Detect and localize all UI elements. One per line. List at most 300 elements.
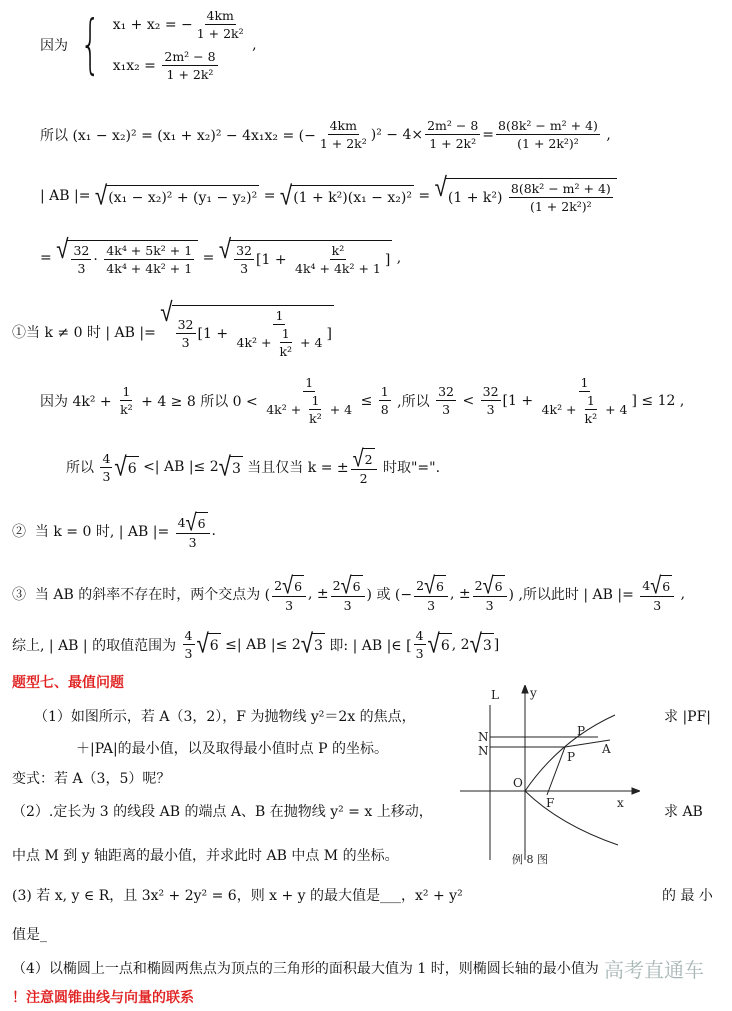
label-x: x [617,796,624,810]
math-text: 1 + 2k² [429,136,477,151]
fraction [509,181,613,214]
math-text: k² [279,344,293,359]
fraction [104,243,194,276]
fraction [583,393,600,426]
fraction-numerator [425,118,480,135]
radical-sign: √ [434,172,447,204]
square-root [424,570,446,600]
math-text: 1 [122,384,131,399]
square-root [196,628,221,660]
math-text: 3 [427,598,436,613]
fraction-denominator [75,260,87,276]
math-text: , [392,250,402,266]
math-text: 综上, | AB | 的取值范围为 [12,637,181,654]
problem-1-text: （1）如图所示，若 A（3，2），F 为抛物线 y²＝2x 的焦点， [34,709,416,725]
x-axis-arrow [632,788,640,794]
math-text: 1 [311,393,320,408]
radical-sign: √ [218,451,231,483]
math-text: ] [384,251,391,268]
square-root [300,628,325,660]
label-F: F [546,796,555,810]
fraction-denominator [180,334,192,350]
problem-2-text-cont: 中点 M 到 y 轴距离的最小值，并求此时 AB 中点 M 的坐标。 [12,848,399,864]
math-text: 3 [188,535,197,550]
fraction-numerator [328,118,359,135]
math-text: 2 [359,471,368,486]
square-root [650,570,672,600]
math-text: (1 + k²) [447,189,507,206]
radicand [363,448,375,468]
square-root [218,451,243,483]
radicand [493,575,505,595]
radicand [660,575,672,595]
problem-2-text: （2）.定长为 3 的线段 AB 的端点 A、B 在抛物线 y² = x 上移动， [12,804,433,820]
square-root [185,507,208,537]
fraction-denominator [485,401,497,417]
math-text: 6 [197,516,206,531]
radical-sign: √ [218,234,232,266]
fraction [481,384,501,417]
math-text: 1 [275,308,284,323]
radical-sign: √ [482,570,494,600]
math-text: 8 [380,402,389,417]
radicand [446,178,617,214]
fraction-numerator [176,317,196,334]
fraction-numerator [273,308,285,325]
fraction-numerator [71,243,91,260]
math-text: 3 [285,598,294,613]
math-text: 即: | AB |∈ [ [324,637,412,654]
fraction-numerator [309,393,321,410]
fraction [235,308,325,359]
problem-4-text: （4）以椭圆上一点和椭圆两焦点为顶点的三角形的面积最大值为 1 时，则椭圆长轴的最小值为 [12,961,599,977]
math-text: + 4 [601,402,628,417]
fraction-numerator [176,507,210,537]
radicand [312,633,325,655]
fraction-numerator [640,570,674,600]
fraction-denominator [318,135,369,151]
math-text: + 4 ≥ 8 所以 0 < [136,393,263,410]
fraction [195,8,246,41]
radicand [351,575,363,595]
math-text: = [259,188,280,204]
fraction-denominator [379,401,391,417]
fraction-denominator [427,135,478,151]
math-text: 2 [474,577,483,593]
figure-caption: 例 8 图 [512,853,548,866]
fraction-denominator [277,343,294,359]
square-root [340,570,363,600]
math-text: ] ≤ 12 , [631,392,685,409]
radical-sign: √ [352,443,364,473]
fraction [307,393,324,426]
math-text: 32 [438,384,454,399]
label-P1: P [577,724,586,738]
fraction [318,118,369,151]
math-text: 所以 [66,460,99,476]
fraction-numerator [104,243,194,260]
label-N1: N [478,730,489,744]
fraction [351,443,377,486]
fraction-denominator [118,401,135,417]
fraction-numerator [351,443,377,473]
fraction [540,375,630,426]
fraction-denominator [515,135,581,151]
fraction-numerator [162,49,217,66]
math-text: 1 [380,384,389,399]
label-y: y [530,686,537,700]
radical-sign: √ [185,507,197,537]
fraction [414,628,426,661]
radicand [126,456,139,478]
math-text: 6 [494,579,503,594]
radical-sign: √ [650,570,662,600]
math-text: 3 [485,598,494,613]
parabola-curve [525,715,618,845]
line-summary [12,628,499,661]
math-text: [1 + [256,251,292,268]
math-text: 6 [209,638,219,654]
math-text: [1 + [502,392,538,409]
square-root [160,297,334,359]
math-text: 4k⁴ + 5k² + 1 [106,243,193,258]
section-title: 题型七、最值问题 [12,675,124,691]
math-text: 6 [662,579,671,594]
math-text: 6 [294,579,303,594]
math-text: 3 [486,402,495,417]
square-root [482,570,505,600]
fraction [118,384,135,417]
fraction-denominator [583,410,600,426]
math-text: 4 [177,514,186,530]
math-text: 3 [415,646,424,661]
math-text: + 4 [325,402,353,417]
radical-sign: √ [94,180,108,212]
label-L: L [491,688,499,702]
fraction-numerator [481,384,501,401]
math-text: k² [120,402,133,417]
fraction-numerator [272,570,306,600]
fraction-denominator [264,392,354,426]
fraction-denominator [100,468,112,484]
fraction-numerator [414,570,448,600]
label-O: O [513,776,523,790]
math-text: 因为 [40,38,68,54]
math-text: 4 [102,450,111,466]
fraction [331,570,365,613]
math-text: ≤| AB |≤ 2 [220,636,301,653]
math-text: , ± [308,586,329,602]
radical-sign: √ [282,570,294,600]
line-because-system [40,8,257,82]
label-A: A [602,742,611,756]
math-text: 32 [482,384,499,399]
fraction [293,243,383,276]
math-text: , [676,586,686,602]
radical-sign: √ [114,451,127,483]
math-text: 4k² + [541,402,581,417]
math-text: 6 [127,460,137,477]
math-text: , ± [450,586,471,602]
math-text: 1 [305,375,314,390]
problem-1-variant: 变式：若 A（3，5）呢？ [12,771,171,787]
fraction [425,118,480,151]
math-text: 4km [206,8,234,23]
math-text: 因为 4k² + [40,393,117,410]
math-text: 3 [181,335,190,350]
math-text: 4km [329,118,357,133]
math-text: 4k⁴ + 4k² + 1 [295,261,381,276]
fraction [414,570,448,613]
math-text: ③ 当 AB 的斜率不存在时，两个交点为 ( [12,587,271,603]
watermark: 高考直通车 [604,958,704,982]
problem-2-right: 求 AB [664,804,703,820]
math-text: 4k² + [266,402,306,417]
line-because-bound [40,375,684,426]
math-text: 2 [416,577,425,593]
square-root [352,443,375,473]
math-text: 4k² + [236,335,276,350]
square-root [434,172,617,214]
math-text: 6 [352,579,361,594]
math-text: 6 [440,638,450,654]
math-text: 1 + 2k² [196,26,244,41]
radicand [196,512,208,532]
math-text: 3 [482,638,492,654]
problem-1-text-cont: ＋|PA|的最小值，以及取得最小值时点 P 的坐标。 [76,741,388,757]
math-text: ] [493,636,500,653]
math-text: 6 [436,579,444,594]
math-text: , [247,37,257,53]
math-text: . [211,523,216,539]
fraction-numerator [379,384,391,401]
math-text: ② 当 k = 0 时, | AB |= [12,524,174,540]
fraction-numerator [234,243,254,260]
math-text: , 2 [451,636,470,653]
math-text: 所以 (x₁ − x₂)² = (x₁ + x₂)² − 4x₁x₂ = (− [40,127,316,144]
math-text: <| AB |≤ 2 [138,459,219,475]
fraction-denominator [440,401,452,417]
fraction-numerator [473,570,507,600]
radical-sign: √ [300,628,314,660]
system-equation [113,49,248,82]
fraction-denominator [195,25,246,41]
math-text: k² [309,411,322,426]
fraction [272,570,306,613]
square-root [282,570,304,600]
math-text: (x₁ − x₂)² + (y₁ − y₂)² [108,189,258,206]
math-text: 2m² − 8 [427,118,479,133]
fraction-denominator [165,66,216,82]
math-text: 3 [77,261,86,276]
math-text: 当且仅当 k = ± [242,460,349,476]
square-root [114,451,138,483]
math-text: k² [584,411,598,426]
math-text: = [482,126,495,143]
math-text: 3 [653,598,662,613]
radical-sign: √ [196,628,209,660]
math-text: 3 [240,261,249,276]
math-text: ) 或 (− [366,587,413,603]
math-text: 4k⁴ + 4k² + 1 [106,261,193,276]
radical-sign: √ [56,234,69,266]
square-root [427,628,452,660]
fraction-numerator [303,375,315,392]
radical-sign: √ [469,628,482,660]
fraction-numerator [100,451,112,468]
fraction-denominator [238,260,250,276]
math-text: 3 [231,460,241,477]
problem-3-right: 的 最 小 [662,888,713,904]
math-text: , [601,126,611,143]
radicand [172,305,334,359]
math-text: x₁ + x₂ = − [112,16,193,33]
radicand [481,633,494,655]
system-equation [113,8,248,41]
fraction-numerator [436,384,456,401]
fraction-numerator [280,326,292,343]
label-P2: P [567,750,576,764]
problem-1-right: 求 |PF| [664,709,712,725]
math-text: ) ,所以此时 | AB |= [508,587,639,603]
fraction-denominator [293,260,383,276]
fraction-denominator [235,325,325,359]
math-text: 8(8k² − m² + 4) [510,181,611,196]
fraction-denominator [307,410,324,426]
fraction [176,317,196,350]
math-text: 2 [364,452,373,467]
math-text: (1 + k²)(x₁ − x₂)² [293,189,412,206]
fraction-denominator [104,260,194,276]
math-text: (1 + 2k²)² [517,136,579,151]
fraction-denominator [414,645,426,661]
fraction-numerator [183,628,195,645]
math-text: 3 [184,646,193,661]
radical-sign: √ [427,628,440,660]
fraction [183,628,195,661]
radical-sign: √ [340,570,352,600]
math-text: 32 [236,243,253,258]
radicand [230,240,392,276]
fraction-denominator [528,198,594,214]
radicand [292,575,304,595]
square-root [218,234,393,276]
left-brace: { [80,8,101,82]
math-text: | AB |= [40,188,95,204]
fraction-numerator [496,118,600,135]
fraction-numerator [585,393,597,410]
fraction [234,243,254,276]
math-text: 4 [184,628,193,643]
problem-3-text: (3) 若 x, y ∈ R，且 3x² + 2y² = 6，则 x + y 的最大值是___，x² + y² [12,888,463,904]
fraction-denominator [540,392,630,426]
math-text: 8(8k² − m² + 4) [498,118,598,133]
math-text: < [458,392,479,409]
math-text: = [198,250,219,266]
fraction-numerator [330,243,347,260]
math-text: ≤ [356,392,377,409]
line-diff-square [40,118,611,151]
parabola-figure [460,685,640,870]
math-text: x₁x₂ = [112,57,161,74]
radicand [439,633,452,655]
fraction [496,118,600,151]
square-root [94,180,259,212]
math-text: 3 [102,468,111,484]
square-root [469,628,494,660]
math-text: 2m² − 8 [164,49,216,64]
line-case2 [12,507,216,550]
fraction-numerator [509,181,613,198]
math-text: 1 + 2k² [166,67,214,82]
fraction-denominator [183,645,195,661]
fraction-numerator [579,375,591,392]
fraction [100,451,112,484]
radical-sign: √ [160,297,173,329]
math-text: (1 + 2k²)² [530,199,592,214]
math-text: 时取"=". [378,460,441,476]
note-heading: ！注意圆锥曲线与向量的联系 [12,990,194,1006]
fraction-numerator [120,384,132,401]
radicand [106,185,259,207]
math-text: k² [331,243,345,258]
math-text: ①当 k ≠ 0 时 | AB |= [12,325,161,341]
math-text: 32 [177,317,194,332]
label-N2: N [478,744,489,758]
math-text: [1 + [197,325,233,342]
radicand [67,240,198,276]
math-text: 1 [281,326,290,341]
radicand [208,633,221,655]
math-text: = [40,250,57,266]
line-case1 [12,297,334,359]
line-case3 [12,570,686,613]
math-text: 4 [642,577,651,593]
line-ab-length [40,172,617,214]
math-text: = [413,188,435,204]
radical-sign: √ [279,180,293,212]
fraction [162,49,217,82]
radical-sign: √ [424,570,436,600]
fraction [436,384,456,417]
math-text: 3 [442,402,451,417]
math-text: ,所以 [392,393,435,410]
math-text: 3 [314,638,323,654]
radicand [291,185,414,207]
math-text: 4 [415,628,424,643]
fraction [379,384,391,417]
square-root [56,234,198,276]
math-text: + 4 [296,335,323,350]
math-text: 1 [580,375,589,390]
fraction [640,570,674,613]
fraction-numerator [414,628,426,645]
math-text: )² − 4× [370,126,424,143]
fraction [176,507,210,550]
fraction-numerator [205,8,236,25]
square-root [279,180,414,212]
math-text: 2 [332,577,341,593]
math-text: 1 [586,393,595,408]
math-text: · [93,251,103,268]
math-text: 1 + 2k² [319,136,367,151]
fraction-numerator [331,570,365,600]
y-axis-arrow [522,685,528,693]
line-so-range [66,443,441,486]
math-text: ] [326,325,332,342]
fraction [277,326,294,359]
radicand [434,575,446,595]
